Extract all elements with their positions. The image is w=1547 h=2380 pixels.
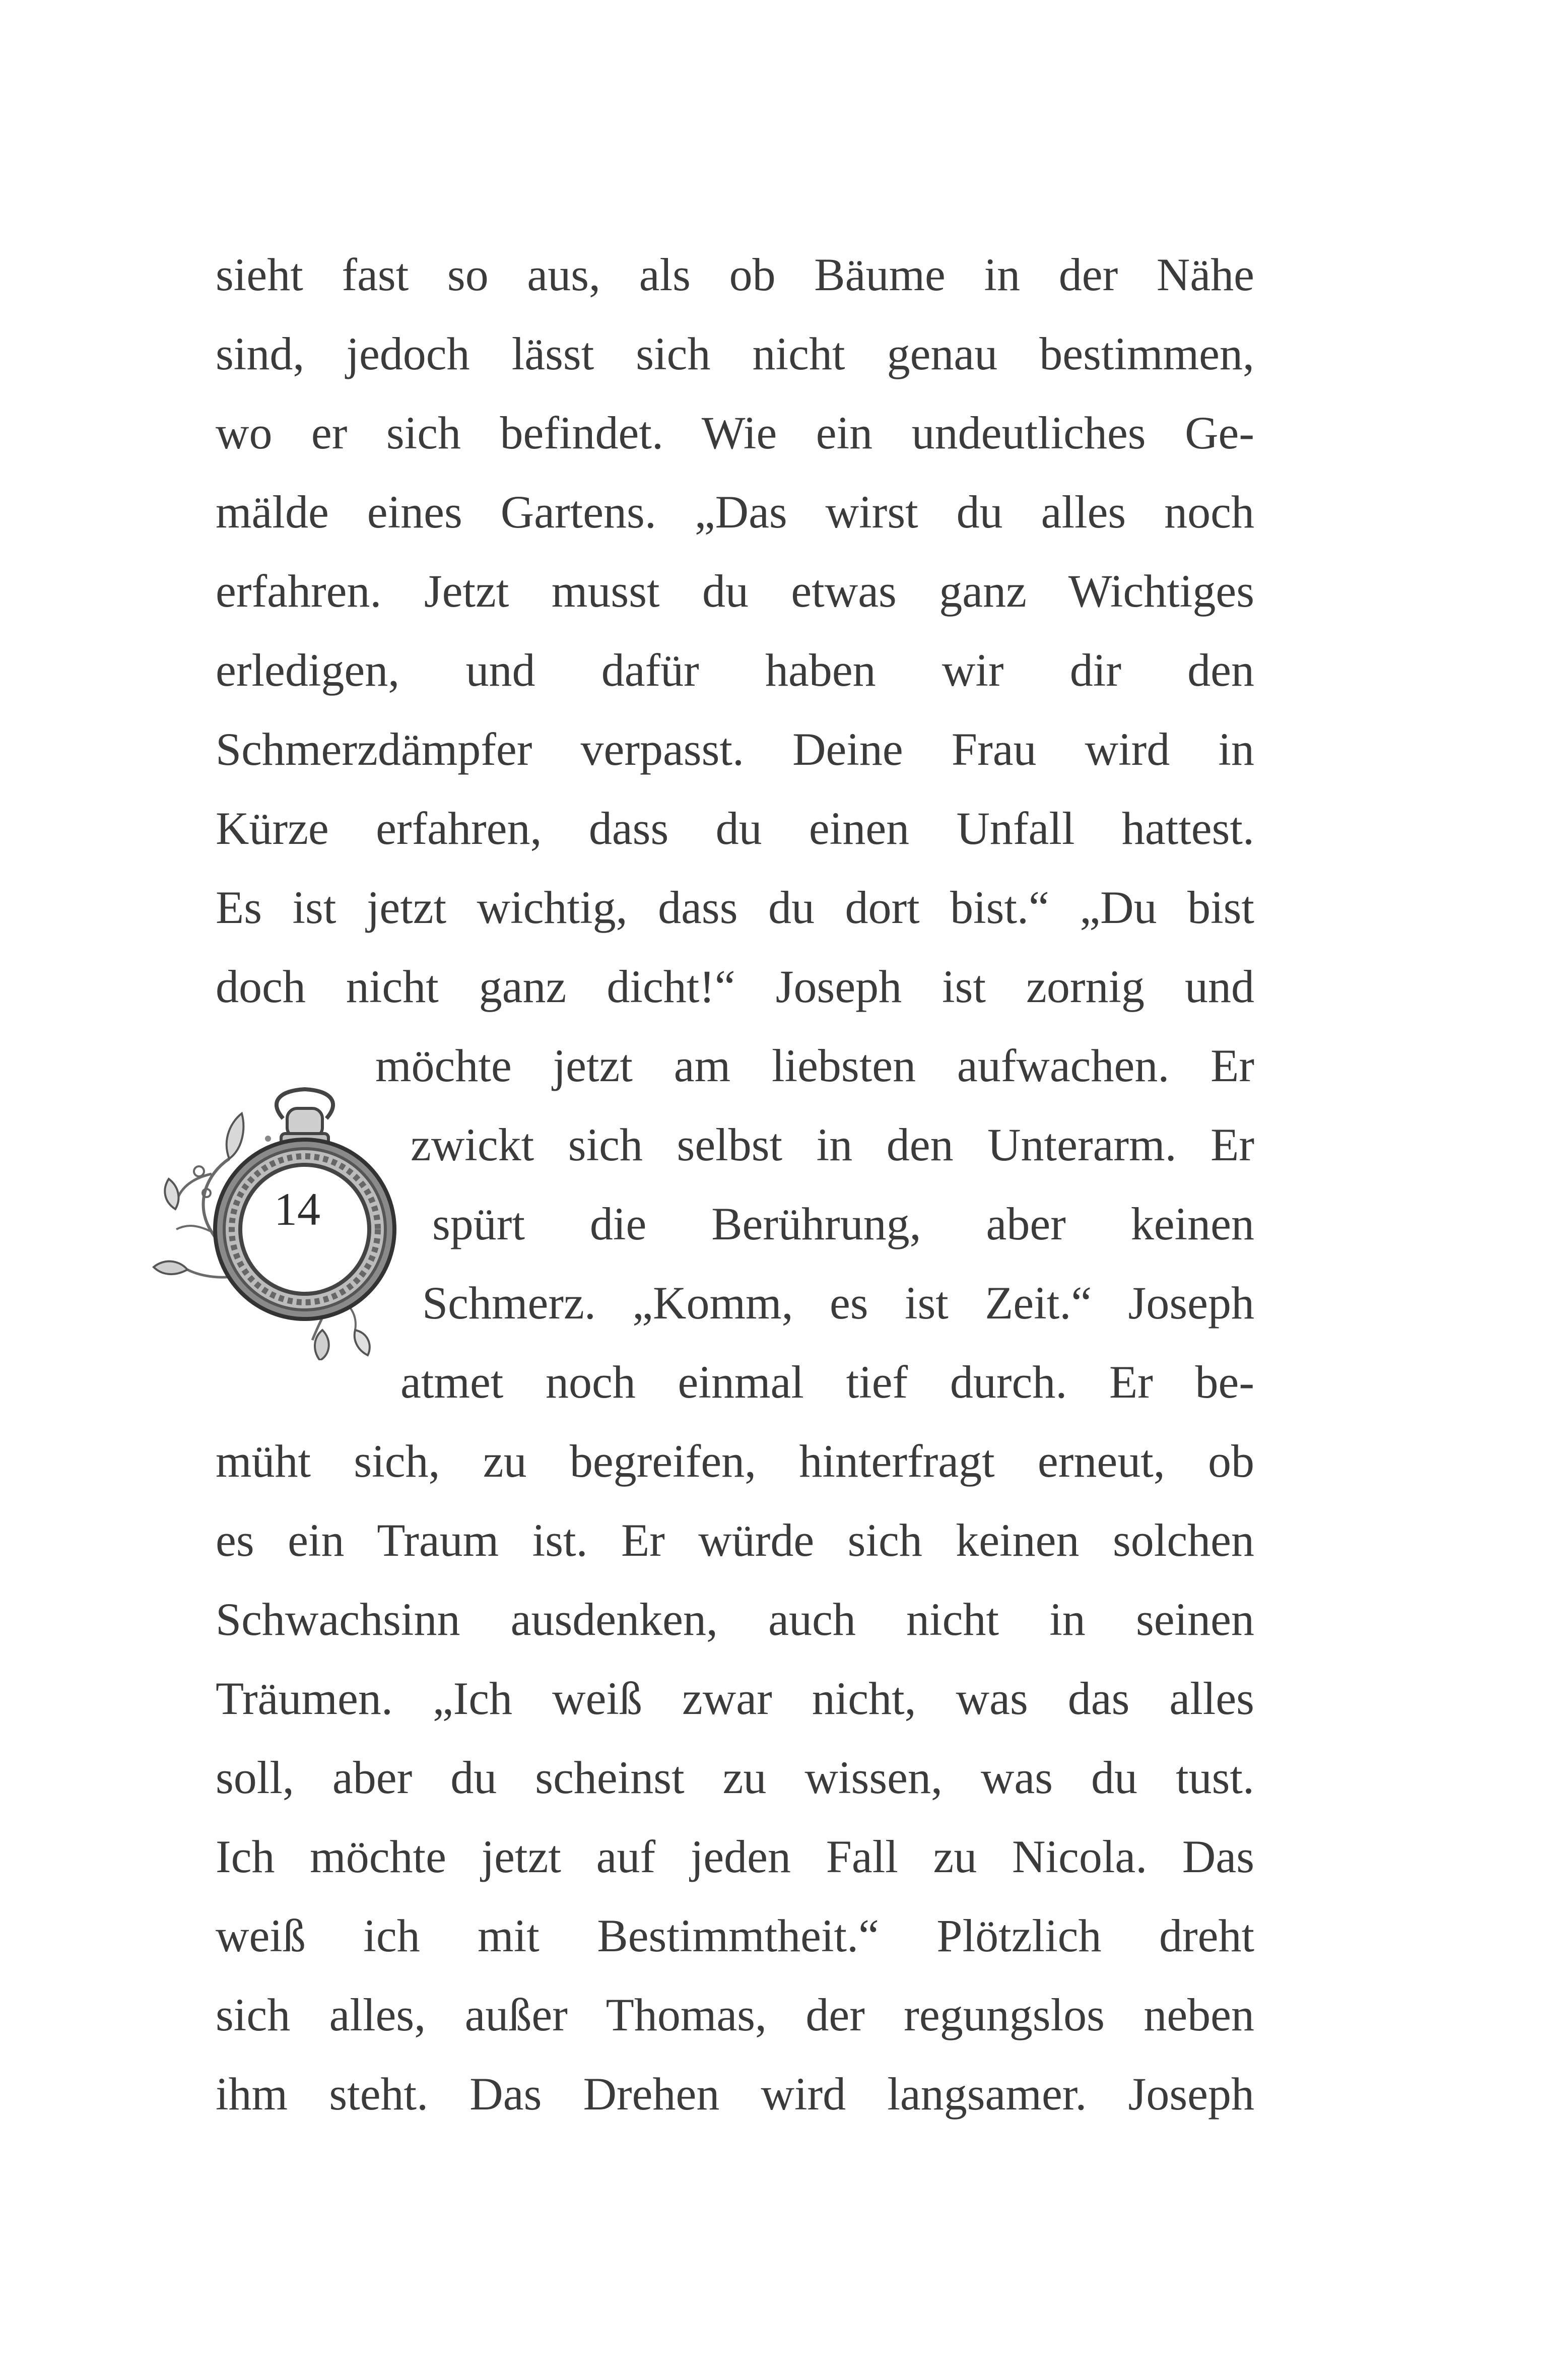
text-line-5: erfahren. Jetzt musst du etwas ganz Wichtiges	[216, 565, 1254, 617]
text-line-1: sieht fast so aus, als ob Bäume in der Nähe	[216, 249, 1254, 300]
text-line-11: möchte jetzt am liebsten aufwachen. Er	[375, 1040, 1254, 1091]
text-line-7: Schmerzdämpfer verpasst. Deine Frau wird in	[216, 723, 1254, 775]
text-line-19: Träumen. „Ich weiß zwar nicht, was das alles	[216, 1673, 1254, 1724]
text-line-9: Es ist jetzt wichtig, dass du dort bist.“ „Du bist	[216, 882, 1254, 933]
text-line-2: sind, jedoch lässt sich nicht genau bestimmen,	[216, 328, 1254, 379]
text-line-17: es ein Traum ist. Er würde sich keinen solchen	[216, 1514, 1254, 1566]
text-line-3: wo er sich befindet. Wie ein undeutliches Ge-	[216, 407, 1254, 458]
text-line-22: weiß ich mit Bestimmtheit.“ Plötzlich dreht	[216, 1910, 1254, 1961]
text-line-18: Schwachsinn ausdenken, auch nicht in seinen	[216, 1594, 1254, 1645]
text-line-6: erledigen, und dafür haben wir dir den	[216, 644, 1254, 696]
text-line-23: sich alles, außer Thomas, der regungslos neben	[216, 1989, 1254, 2040]
page-number: 14	[274, 1183, 320, 1235]
text-line-14: Schmerz. „Komm, es ist Zeit.“ Joseph	[422, 1277, 1254, 1329]
text-line-12: zwickt sich selbst in den Unterarm. Er	[411, 1119, 1254, 1170]
text-line-8: Kürze erfahren, dass du einen Unfall hattest.	[216, 803, 1254, 854]
text-line-16: müht sich, zu begreifen, hinterfragt erneut, ob	[216, 1435, 1254, 1487]
text-line-4: mälde eines Gartens. „Das wirst du alles noch	[216, 486, 1254, 538]
text-line-21: Ich möchte jetzt auf jeden Fall zu Nicola. Das	[216, 1831, 1254, 1882]
text-line-13: spürt die Berührung, aber keinen	[432, 1198, 1254, 1249]
text-line-15: atmet noch einmal tief durch. Er be-	[400, 1356, 1254, 1408]
text-line-24: ihm steht. Das Drehen wird langsamer. Joseph	[216, 2068, 1254, 2120]
text-line-10: doch nicht ganz dicht!“ Joseph ist zornig und	[216, 961, 1254, 1012]
text-line-20: soll, aber du scheinst zu wissen, was du tust.	[216, 1752, 1254, 1803]
